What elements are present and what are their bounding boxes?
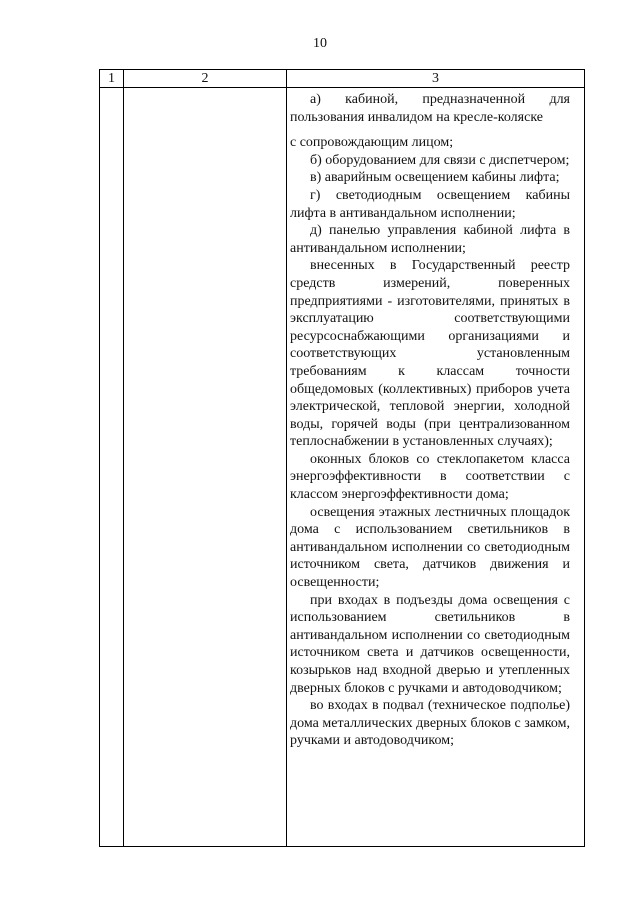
paragraph-landing-lighting: освещения этажных лестничных площадок дома с использованием светильников в антивандальном исполнении со светодиодным источником света, датчиков движения и освещенности; <box>290 504 570 591</box>
paragraph-item-a: а) кабиной, предназначенной для пользования инвалидом на кресле-коляске <box>290 92 570 125</box>
header-col-2: 2 <box>124 70 287 88</box>
cell-col-2 <box>124 88 287 847</box>
paragraph-item-c: в) аварийным освещением кабины лифта; <box>310 170 560 186</box>
paragraph-entrance-lighting: при входах в подъезды дома освещения с использованием светильников в антивандальном исполнении со светодиодным источником света и датчиков освещенности, козырьков над входной дверью и утепленных дверных блоков с ручками и автодоводчиком; <box>290 592 570 696</box>
table-body-row <box>100 88 585 847</box>
cell-col-3 <box>287 88 585 847</box>
paragraph-item-b: б) оборудованием для связи с диспетчером; <box>310 152 570 168</box>
paragraph-basement-doors: во входах в подвал (техническое подполье) дома металлических дверных блоков с замком, ручками и автодоводчиком; <box>290 698 570 749</box>
header-col-3: 3 <box>287 70 585 88</box>
cell-col-1 <box>100 88 124 847</box>
header-col-1: 1 <box>100 70 124 88</box>
paragraph-item-d: г) светодиодным освещением кабины лифта в антивандальном исполнении; <box>290 187 570 221</box>
paragraph-item-e: д) панелью управления кабиной лифта в антивандальном исполнении; <box>290 223 570 256</box>
paragraph-item-a-cont: с сопровождающим лицом; <box>290 135 454 151</box>
paragraph-windows: оконных блоков со стеклопакетом класса энергоэффективности в соответствии с классом энергоэффективности дома; <box>290 451 570 503</box>
table-header-row <box>100 70 585 88</box>
paragraph-meters: внесенных в Государственный реестр средств измерений, поверенных предприятиями - изготовителями, принятых в эксплуатацию соответствующими ресурсоснабжающими организациями и соответствующих установленным требованиям к классам точности общедомовых (коллективных) приборов учета электрической, тепловой энергии, холодной воды, горячей воды (при централизованном теплоснабжении в установленных случаях); <box>290 258 570 450</box>
page-number: 10 <box>313 36 327 51</box>
requirements-table <box>99 69 585 847</box>
